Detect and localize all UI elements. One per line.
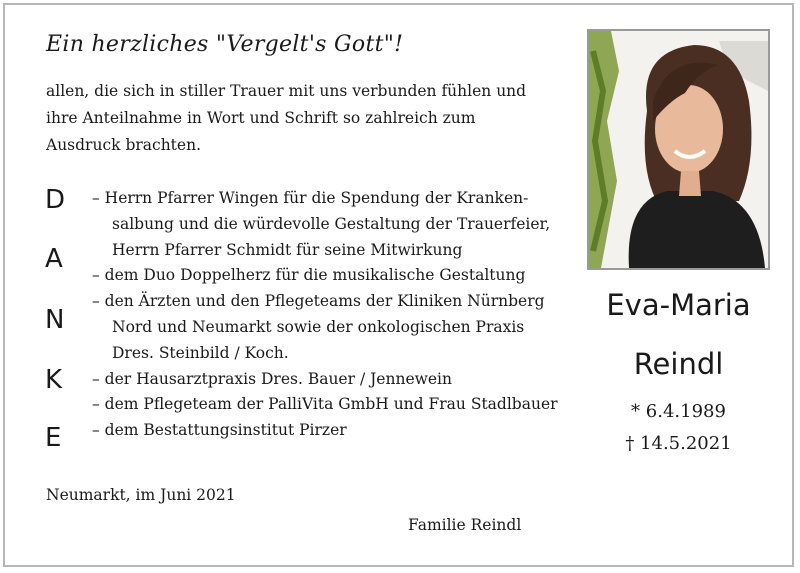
thanks-line: – den Ärzten und den Pflegeteams der Kliniken Nürnberg bbox=[92, 292, 545, 311]
danke-letter: N bbox=[45, 305, 65, 335]
headline: Ein herzliches "Vergelt's Gott"! bbox=[46, 32, 404, 57]
thanks-line: – dem Duo Doppelherz für die musikalische Gestaltung bbox=[92, 266, 526, 285]
portrait-photo bbox=[587, 29, 770, 270]
thanks-line: Herrn Pfarrer Schmidt für seine Mitwirkung bbox=[112, 240, 463, 259]
thanks-line: Dres. Steinbild / Koch. bbox=[112, 343, 289, 362]
danke-letter: E bbox=[45, 423, 62, 453]
death-date: † 14.5.2021 bbox=[625, 433, 732, 454]
intro-line: ihre Anteilnahme in Wort und Schrift so zahlreich zum bbox=[46, 109, 476, 127]
place-date: Neumarkt, im Juni 2021 bbox=[46, 486, 236, 504]
intro-line: allen, die sich in stiller Trauer mit uns verbunden fühlen und bbox=[46, 82, 527, 100]
portrait-illustration bbox=[589, 31, 768, 268]
intro-line: Ausdruck brachten. bbox=[46, 136, 201, 154]
thanks-line: – Herrn Pfarrer Wingen für die Spendung der Kranken- bbox=[92, 189, 529, 207]
thanks-line: Nord und Neumarkt sowie der onkologischen Praxis bbox=[112, 317, 525, 336]
deceased-last-name: Reindl bbox=[633, 347, 724, 381]
thanks-line: – der Hausarztpraxis Dres. Bauer / Jennewein bbox=[92, 369, 452, 388]
thanks-line: – dem Pflegeteam der PalliVita GmbH und Frau Stadlbauer bbox=[92, 395, 558, 414]
thanks-line: – dem Bestattungsinstitut Pirzer bbox=[92, 421, 347, 440]
deceased-first-name: Eva-Maria bbox=[606, 288, 751, 322]
danke-letter: K bbox=[45, 365, 63, 395]
birth-date: * 6.4.1989 bbox=[631, 401, 726, 422]
intro-text bbox=[46, 78, 546, 159]
danke-letter: A bbox=[45, 244, 63, 274]
thanks-list bbox=[92, 186, 572, 444]
thanks-line: salbung und die würdevolle Gestaltung der Trauerfeier, bbox=[112, 214, 551, 233]
danke-letter: D bbox=[45, 185, 66, 215]
signature: Familie Reindl bbox=[408, 516, 522, 534]
